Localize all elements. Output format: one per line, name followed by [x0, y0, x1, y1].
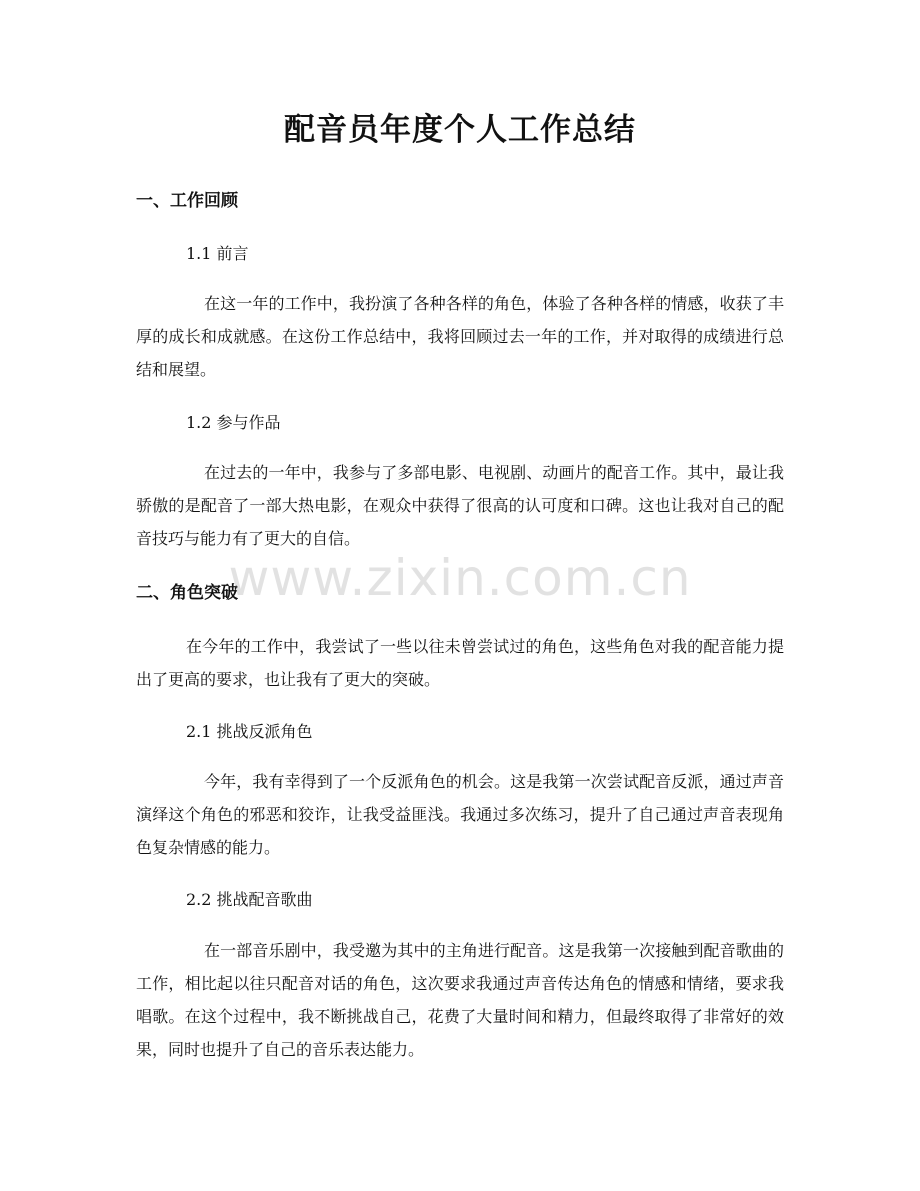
- subsection-heading-singing-role: 2.2 挑战配音歌曲: [186, 890, 313, 909]
- paragraph-preface: 在这一年的工作中，我扮演了各种各样的角色，体验了各种各样的情感，收获了丰厚的成长和成就感。在这份工作总结中，我将回顾过去一年的工作，并对取得的成绩进行总结和展望。: [136, 294, 784, 379]
- paragraph-role-breakthrough-intro: 在今年的工作中，我尝试了一些以往未曾尝试过的角色，这些角色对我的配音能力提出了更高的要求，也让我有了更大的突破。: [136, 637, 784, 689]
- subsection-heading-preface: 1.1 前言: [186, 244, 249, 263]
- document-title: 配音员年度个人工作总结: [284, 112, 636, 148]
- section-heading-role-breakthrough: 二、角色突破: [136, 583, 238, 603]
- watermark: www.zixin.com.cn: [228, 549, 692, 607]
- subsection-heading-villain-role: 2.1 挑战反派角色: [186, 722, 313, 741]
- section-heading-work-review: 一、工作回顾: [136, 191, 238, 211]
- paragraph-villain-role: 今年，我有幸得到了一个反派角色的机会。这是我第一次尝试配音反派，通过声音演绎这个角色的邪恶和狡诈，让我受益匪浅。我通过多次练习，提升了自己通过声音表现角色复杂情感的能力。: [136, 772, 784, 857]
- paragraph-singing-role: 在一部音乐剧中，我受邀为其中的主角进行配音。这是我第一次接触到配音歌曲的工作，相比起以往只配音对话的角色，这次要求我通过声音传达角色的情感和情绪，要求我唱歌。在这个过程中，我不断挑战自己，花费了大量时间和精力，但最终取得了非常好的效果，同时也提升了自己的音乐表达能力。: [136, 941, 784, 1059]
- paragraph-works: 在过去的一年中，我参与了多部电影、电视剧、动画片的配音工作。其中，最让我骄傲的是配音了一部大热电影，在观众中获得了很高的认可度和口碑。这也让我对自己的配音技巧与能力有了更大的自信。: [136, 463, 784, 548]
- subsection-heading-works: 1.2 参与作品: [186, 413, 281, 432]
